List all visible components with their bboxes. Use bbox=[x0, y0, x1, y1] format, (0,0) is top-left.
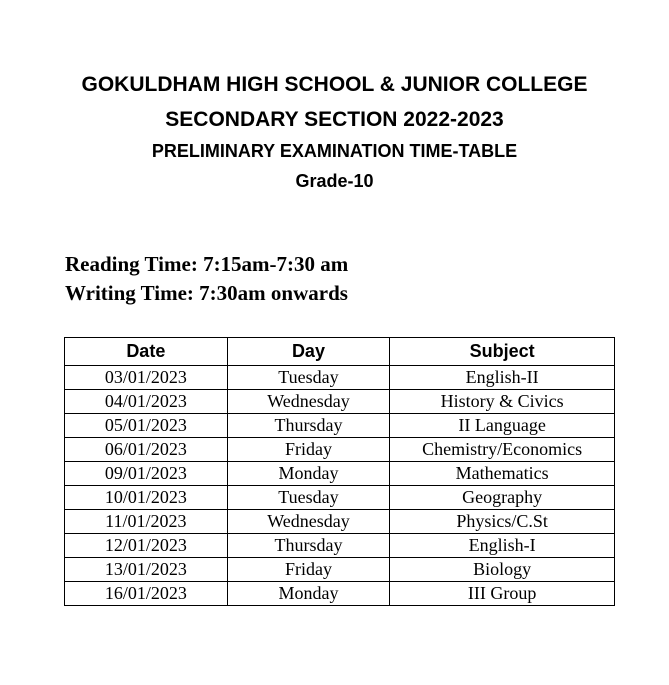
timetable bbox=[64, 337, 615, 606]
grade-label: Grade-10 bbox=[295, 171, 374, 191]
exam-date: 06/01/2023 bbox=[65, 438, 228, 462]
school-name: GOKULDHAM HIGH SCHOOL & JUNIOR COLLEGE bbox=[81, 73, 588, 96]
exam-subject: Biology bbox=[390, 558, 615, 582]
timetable-body bbox=[65, 366, 615, 606]
exam-date: 11/01/2023 bbox=[65, 510, 228, 534]
exam-subject: History & Civics bbox=[390, 390, 615, 414]
exam-subject: Physics/C.St bbox=[390, 510, 615, 534]
exam-day: Thursday bbox=[227, 414, 390, 438]
exam-title: PRELIMINARY EXAMINATION TIME-TABLE bbox=[151, 141, 518, 161]
exam-day: Wednesday bbox=[227, 390, 390, 414]
table-row bbox=[65, 510, 615, 534]
exam-subject: Mathematics bbox=[390, 462, 615, 486]
table-row bbox=[65, 558, 615, 582]
exam-date: 13/01/2023 bbox=[65, 558, 228, 582]
table-row bbox=[65, 462, 615, 486]
table-row bbox=[65, 390, 615, 414]
exam-day: Wednesday bbox=[227, 510, 390, 534]
exam-day: Thursday bbox=[227, 534, 390, 558]
exam-date: 03/01/2023 bbox=[65, 366, 228, 390]
exam-day: Tuesday bbox=[227, 486, 390, 510]
column-header-date: Date bbox=[65, 338, 228, 366]
exam-subject: English-I bbox=[390, 534, 615, 558]
table-row bbox=[65, 582, 615, 606]
exam-subject: III Group bbox=[390, 582, 615, 606]
exam-date: 09/01/2023 bbox=[65, 462, 228, 486]
exam-date: 10/01/2023 bbox=[65, 486, 228, 510]
exam-subject: II Language bbox=[390, 414, 615, 438]
table-row bbox=[65, 486, 615, 510]
exam-date: 05/01/2023 bbox=[65, 414, 228, 438]
table-row bbox=[65, 414, 615, 438]
exam-day: Monday bbox=[227, 462, 390, 486]
exam-day: Tuesday bbox=[227, 366, 390, 390]
column-header-day: Day bbox=[227, 338, 390, 366]
exam-subject: Chemistry/Economics bbox=[390, 438, 615, 462]
section-title: SECONDARY SECTION 2022-2023 bbox=[165, 108, 504, 131]
table-row bbox=[65, 366, 615, 390]
writing-time: Writing Time: 7:30am onwards bbox=[65, 281, 348, 305]
table-row bbox=[65, 438, 615, 462]
exam-date: 04/01/2023 bbox=[65, 390, 228, 414]
exam-day: Friday bbox=[227, 558, 390, 582]
exam-date: 16/01/2023 bbox=[65, 582, 228, 606]
reading-time: Reading Time: 7:15am-7:30 am bbox=[65, 252, 349, 276]
table-row bbox=[65, 534, 615, 558]
column-header-subject: Subject bbox=[390, 338, 615, 366]
exam-day: Friday bbox=[227, 438, 390, 462]
table-header-row bbox=[65, 338, 615, 366]
exam-subject: English-II bbox=[390, 366, 615, 390]
exam-subject: Geography bbox=[390, 486, 615, 510]
exam-date: 12/01/2023 bbox=[65, 534, 228, 558]
exam-day: Monday bbox=[227, 582, 390, 606]
